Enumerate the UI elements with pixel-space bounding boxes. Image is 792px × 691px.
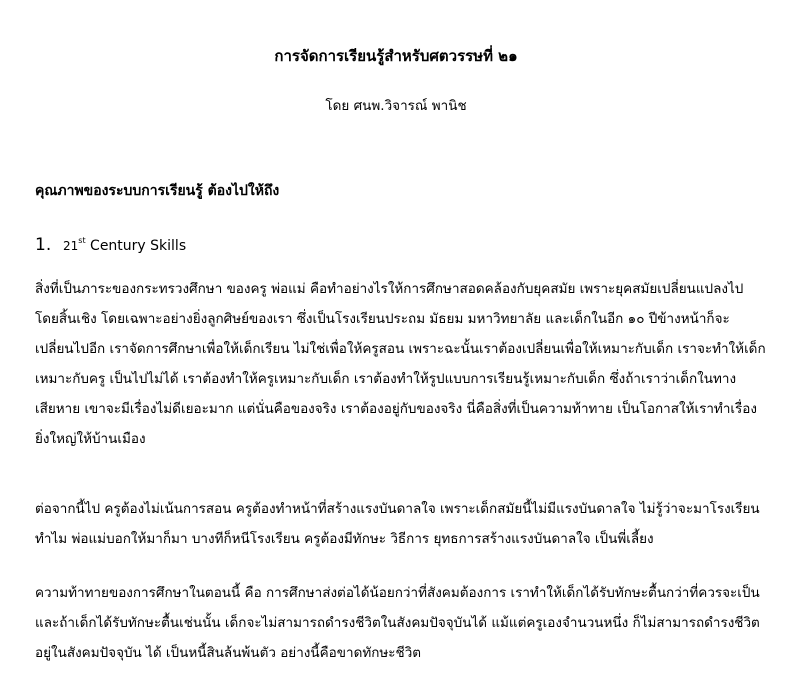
list-item-prefix: 21 — [63, 239, 79, 253]
paragraph-2 — [35, 494, 775, 554]
paragraph-line: ความท้าทายของการศึกษาในตอนนี้ คือ การศึกษาส่งต่อได้น้อยกว่าที่สังคมต้องการ เราทำให้เด็กได้รับทักษะตื้นกว่าที่ควรจะเป็น — [35, 585, 760, 601]
section-heading: คุณภาพของระบบการเรียนรู้ ต้องไปให้ถึง — [35, 183, 280, 199]
paragraph-1 — [35, 274, 775, 454]
paragraph-line: เหมาะกับครู เป็นไปไม่ได้ เราต้องทำให้ครูเหมาะกับเด็ก เราต้องทำให้รูปแบบการเรียนรู้เหมาะกับเด็ก ซึ่งถ้าเราว่าเด็กในทาง — [35, 371, 737, 387]
paragraph-line: เปลี่ยนไปอีก เราจัดการศึกษาเพื่อให้เด็กเรียน ไม่ใช่เพื่อให้ครูสอน เพราะฉะนั้นเราต้องเปลี่ยนเพื่อให้เหมาะกับเด็ก เราจะทำให้เด็ก — [35, 341, 766, 357]
list-item-superscript: st — [78, 236, 86, 245]
paragraph-line: เสียหาย เขาจะมีเรื่องไม่ดีเยอะมาก แต่นั่นคือของจริง เราต้องอยู่กับของจริง นี่คือสิ่งที่เป็นความท้าทาย เป็นโอกาสให้เราทำเรื่อง — [35, 401, 757, 417]
paragraph-line: และถ้าเด็กได้รับทักษะตื้นเช่นนั้น เด็กจะไม่สามารถดำรงชีวิตในสังคมปัจจุบันได้ แม้แต่ครูเองจำนวนหนึ่ง ก็ไม่สามารถดำรงชีวิต — [35, 615, 760, 631]
paragraph-line: ต่อจากนี้ไป ครูต้องไม่เน้นการสอน ครูต้องทำหน้าที่สร้างแรงบันดาลใจ เพราะเด็กสมัยนี้ไม่มีแรงบันดาลใจ ไม่รู้ว่าจะมาโรงเรียน — [35, 501, 760, 517]
paragraph-line: โดยสิ้นเชิง โดยเฉพาะอย่างยิ่งลูกศิษย์ของเรา ซึ่งเป็นโรงเรียนประถม มัธยม มหาวิทยาลัย และเด็กในอีก ๑๐ ปีข้างหน้าก็จะ — [35, 311, 730, 327]
paragraph-line: ยิ่งใหญ่ให้บ้านเมือง — [35, 431, 146, 447]
paragraph-3 — [35, 578, 775, 668]
list-item-heading — [35, 228, 186, 259]
document-author: โดย ศนพ.วิจารณ์ พานิช — [325, 98, 467, 114]
paragraph-line: ทำไม พ่อแม่บอกให้มาก็มา บางทีก็หนีโรงเรียน ครูต้องมีทักษะ วิธีการ ยุทธการสร้างแรงบันดาลใจ เป็นพี่เลี้ยง — [35, 531, 654, 547]
list-item-number: 1. — [35, 235, 52, 255]
list-item-text: Century Skills — [85, 238, 187, 254]
paragraph-line: อยู่ในสังคมปัจจุบัน ได้ เป็นหนี้สินล้นพ้นตัว อย่างนี้คือขาดทักษะชีวิต — [35, 645, 422, 661]
document-title: การจัดการเรียนรู้สำหรับศตวรรษที่ ๒๑ — [274, 47, 518, 65]
paragraph-line: สิ่งที่เป็นภาระของกระทรวงศึกษา ของครู พ่อแม่ คือทำอย่างไรให้การศึกษาสอดคล้องกับยุคสมัย เพราะยุคสมัยเปลี่ยนแปลงไป — [35, 281, 744, 297]
